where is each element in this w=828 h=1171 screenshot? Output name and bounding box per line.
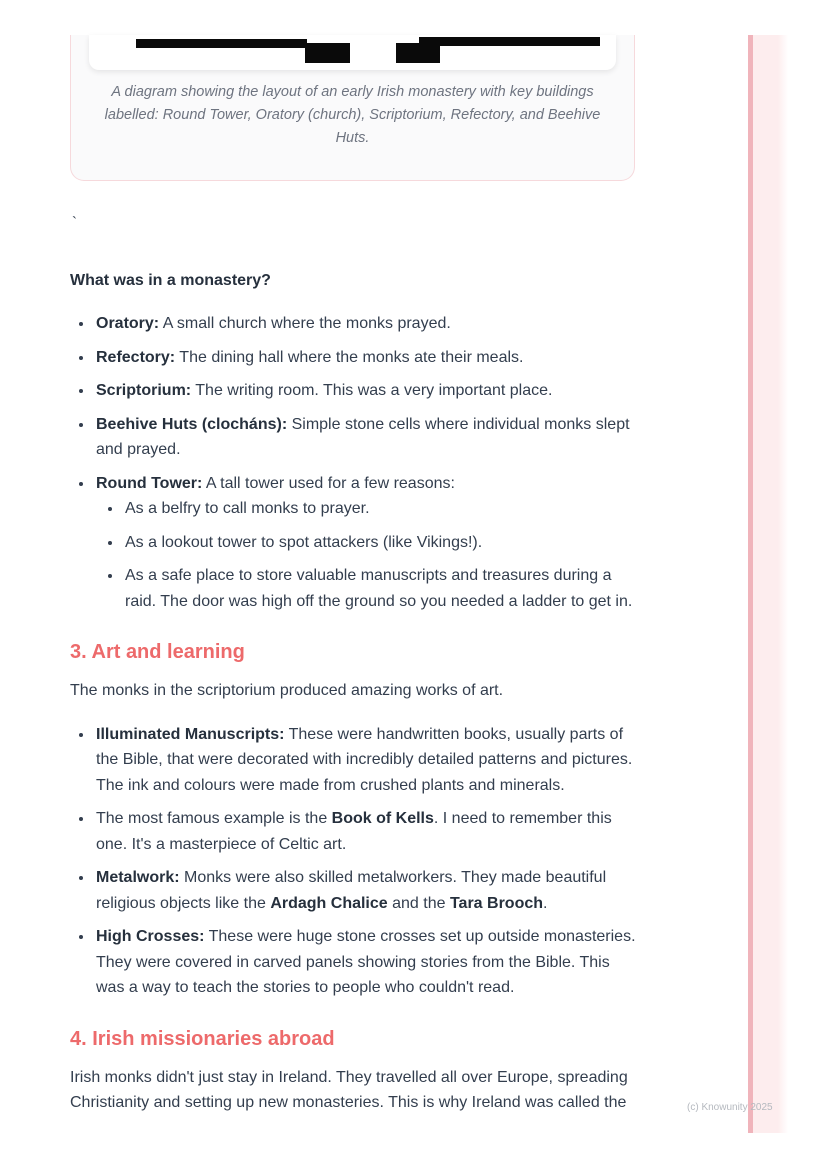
heading-what-was-in-a-monastery: What was in a monastery? [70,272,271,289]
figure-caption: A diagram showing the layout of an early Irish monastery with key buildings labelled: Round Tower, Oratory (church), Scriptorium, Refectory, and Beehive Huts. [104,84,601,146]
diagram-fragment [305,43,350,63]
text: The dining hall where the monks ate their meals. [175,348,524,366]
text: and the [387,894,450,912]
text: Simple stone cells where individual monks slept and prayed. [96,415,630,458]
missionaries-intro-paragraph: Irish monks didn't just stay in Ireland. They travelled all over Europe, spreading Christianity and setting up new monasteries. This is why Ireland was called the [70,1068,628,1111]
copyright-watermark: (c) Knowunity 2025 [687,1102,773,1113]
diagram-fragment [419,37,600,46]
list-item [94,722,636,799]
bold-text: High Crosses: [96,928,205,945]
text: The most famous example is the [96,810,332,827]
list-item [123,496,636,522]
list-item [94,412,636,463]
bold-text: Tara Brooch [449,894,544,912]
text: As a safe place to store valuable manuscripts and treasures during a raid. The door was high off the ground so you needed a ladder to get in. [125,567,633,610]
list-item [94,471,636,615]
list-item [94,924,636,1001]
list-item [94,345,636,371]
art-intro-paragraph: The monks in the scriptorium produced amazing works of art. [70,682,504,699]
text: As a belfry to call monks to prayer. [125,500,370,517]
text: These were huge stone crosses set up outside monasteries. They were covered in carved panels showing stories from the Bible. This was a way to teach the stories to people who couldn't read. [96,928,636,996]
bold-text: Scriptorium: [96,382,192,399]
bold-text: Metalwork: [96,869,180,886]
list-item [94,806,636,857]
heading-irish-missionaries-abroad: 4. Irish missionaries abroad [70,1027,335,1050]
list-item [94,378,636,404]
heading-art-and-learning: 3. Art and learning [70,641,245,663]
art-list [70,722,636,1001]
text: . [543,894,548,912]
text: . I need to remember this one. It's a masterpiece of Celtic art. [96,810,612,853]
bold-text: Oratory: [96,315,160,332]
list-item [94,865,636,916]
text: A small church where the monks prayed. [159,315,451,332]
stray-backtick: ` [72,214,77,231]
text: As a lookout tower to spot attackers (like Vikings!). [125,533,483,551]
monastery-diagram-image-cropped [89,35,616,70]
diagram-fragment [136,39,307,48]
bold-text: Illuminated Manuscripts: [96,725,285,743]
bold-text: Ardagh Chalice [270,894,388,912]
page-edge-pink-band [748,35,788,1133]
diagram-fragment [396,43,440,63]
bold-text: Refectory: [96,348,176,366]
bold-text: Beehive Huts (clocháns): [96,415,288,433]
document-body [70,210,636,1116]
bold-text: Round Tower: [96,474,203,492]
list-item [123,563,636,614]
text: Monks were also skilled metalworkers. They made beautiful religious objects like the [96,869,607,912]
text: The writing room. This was a very important place. [191,382,553,399]
nested-list [98,496,636,614]
list-item [123,530,636,556]
list-item [94,311,636,337]
bold-text: Book of Kells [331,810,434,827]
figure-card [70,35,635,181]
monastery-list [70,311,636,614]
text: A tall tower used for a few reasons: [202,474,455,492]
text: These were handwritten books, usually parts of the Bible, that were decorated with incredibly detailed patterns and pictures. The ink and colours were made from crushed plants and minerals. [96,725,633,794]
